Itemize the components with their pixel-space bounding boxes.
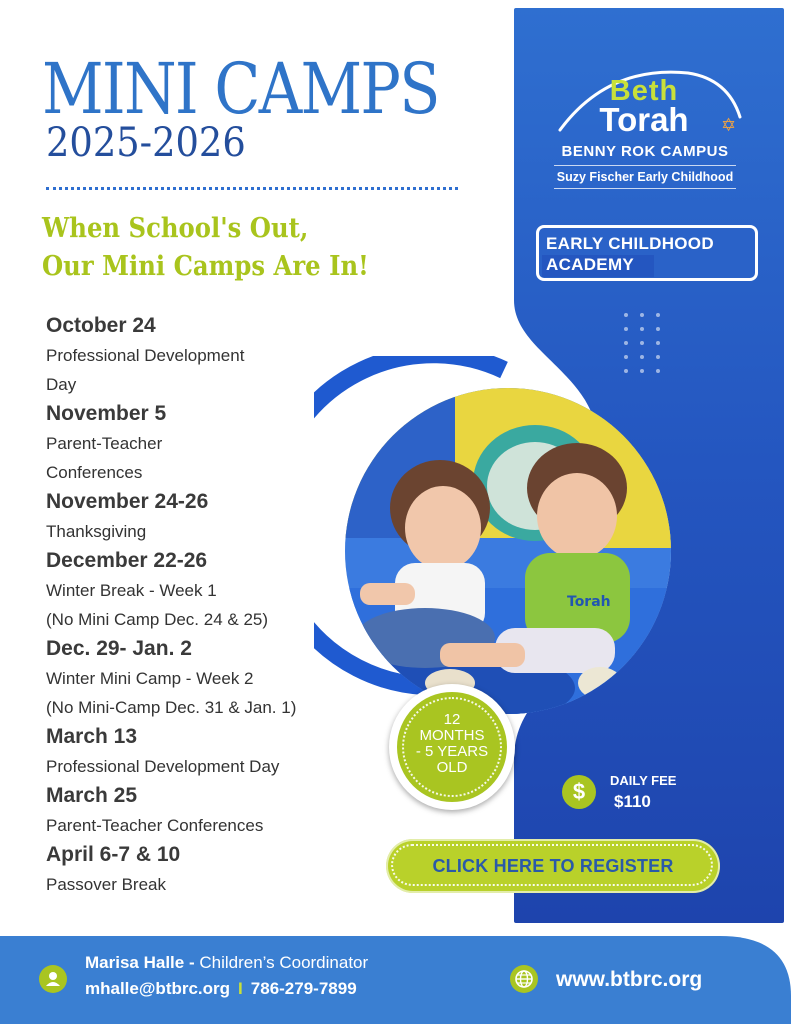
schedule-description: Professional Development Day — [46, 757, 280, 776]
schedule-description: Winter Break - Week 1 (No Mini Camp Dec. 24 & 25) — [46, 581, 269, 629]
schedule-description: Thanksgiving — [46, 522, 147, 541]
schedule-item — [46, 722, 376, 781]
schedule-description: Parent-Teacher Conferences — [46, 816, 264, 835]
schedule-date: April 6-7 & 10 — [46, 843, 181, 866]
logo-subtitle: Suzy Fischer Early Childhood — [556, 170, 734, 184]
schedule-description: Professional Development Day — [46, 346, 245, 394]
logo-divider — [554, 188, 736, 189]
schedule-date: November 5 — [46, 402, 167, 425]
register-button-dotted-border — [391, 844, 713, 886]
contact-details — [85, 978, 357, 1000]
page-year: 2025-2026 — [46, 120, 246, 166]
svg-text:Torah: Torah — [567, 594, 611, 610]
page-title: MINI CAMPS — [42, 48, 439, 130]
schedule-item — [46, 781, 376, 840]
tagline — [42, 210, 369, 286]
schedule-description: Winter Mini Camp - Week 2 (No Mini-Camp Dec. 31 & Jan. 1) — [46, 669, 297, 717]
logo-beth: Beth — [609, 75, 679, 107]
tagline-line-2: Our Mini Camps Are In! — [42, 251, 369, 282]
children-photo — [345, 388, 671, 714]
schedule-date: Dec. 29- Jan. 2 — [46, 637, 192, 660]
logo-campus: BENNY ROK CAMPUS — [561, 143, 729, 160]
schedule-date: December 22-26 — [46, 549, 208, 572]
academy-text — [546, 233, 761, 275]
academy-line-1: EARLY CHILDHOOD — [546, 234, 714, 253]
schedule-description: Parent-Teacher Conferences — [46, 434, 163, 482]
contact-email[interactable]: mhalle@btbrc.org — [85, 979, 231, 998]
schedule-item — [46, 840, 376, 899]
contact-name-role — [85, 952, 368, 974]
register-button-label: CLICK HERE TO REGISTER — [432, 855, 674, 876]
contact-phone[interactable]: 786-279-7899 — [250, 979, 357, 998]
website-link[interactable]: www.btbrc.org — [556, 968, 703, 991]
user-icon — [39, 965, 67, 993]
logo-torah: Torah — [599, 101, 689, 138]
dollar-icon: $ — [562, 775, 596, 809]
logo-divider — [554, 165, 736, 166]
schedule-date: March 13 — [46, 725, 138, 748]
globe-icon — [510, 965, 538, 993]
academy-line-2: ACADEMY — [546, 255, 635, 274]
star-of-david-icon: ✡ — [721, 115, 737, 135]
age-range-text: 12 MONTHS - 5 YEARS OLD — [415, 711, 489, 776]
contact-role: Children’s Coordinator — [194, 953, 369, 972]
schedule-date: March 25 — [46, 784, 138, 807]
schedule-description: Passover Break — [46, 875, 166, 894]
dotted-divider — [46, 187, 458, 190]
fee-value: $110 — [614, 792, 651, 811]
contact-separator: I — [238, 979, 243, 998]
contact-name: Marisa Halle - — [85, 953, 195, 972]
tagline-line-1: When School's Out, — [42, 213, 309, 244]
fee-label: DAILY FEE — [610, 773, 677, 788]
schedule-date: October 24 — [46, 314, 156, 337]
schedule-date: November 24-26 — [46, 490, 209, 513]
